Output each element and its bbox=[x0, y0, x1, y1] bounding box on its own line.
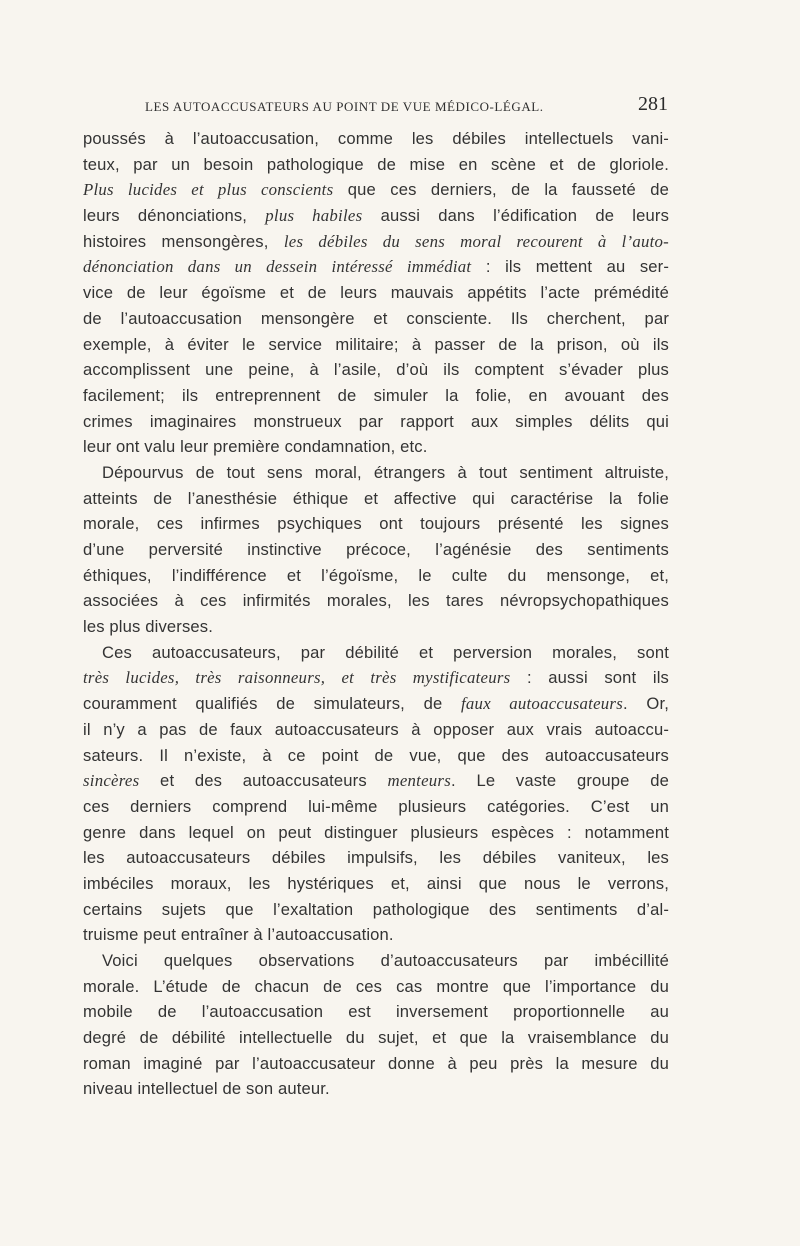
text-line bbox=[83, 537, 669, 563]
text-segment: sateurs. Il n’existe, à ce point de vue, que des autoaccusateurs bbox=[83, 745, 669, 765]
text-segment: de l’autoaccusation mensongère et consciente. Ils cherchent, par bbox=[83, 308, 669, 328]
text-segment: : aussi sont ils bbox=[510, 668, 669, 688]
text-segment: les autoaccusateurs débiles impulsifs, les débiles vaniteux, les bbox=[83, 848, 669, 868]
text-segment: il n’y a pas de faux autoaccusateurs à opposer aux vrais autoaccu- bbox=[83, 719, 669, 739]
text-segment: degré de débilité intellectuelle du sujet, et que la vraisemblance du bbox=[83, 1028, 669, 1048]
text-line bbox=[83, 409, 669, 435]
text-line bbox=[83, 511, 669, 537]
italic-text: plus habiles bbox=[265, 206, 363, 226]
text-line bbox=[83, 1025, 669, 1051]
text-line bbox=[83, 820, 669, 846]
text-line bbox=[83, 948, 669, 974]
running-title: LES AUTOACCUSATEURS AU POINT DE VUE MÉDICO-LÉGAL. bbox=[145, 99, 544, 114]
text-segment: Dépourvus de tout sens moral, étrangers à tout sentiment altruiste, bbox=[102, 462, 669, 482]
italic-text: menteurs bbox=[387, 771, 451, 791]
text-segment: les plus diverses. bbox=[83, 617, 213, 637]
text-line bbox=[83, 126, 669, 152]
text-line bbox=[83, 254, 669, 280]
text-segment: : ils mettent au ser- bbox=[471, 257, 669, 277]
text-line bbox=[83, 768, 669, 794]
text-segment: genre dans lequel on peut distinguer plusieurs espèces : notamment bbox=[83, 822, 669, 842]
text-segment: truisme peut entraîner à l’autoaccusation. bbox=[83, 925, 394, 945]
text-segment: atteints de l’anesthésie éthique et affective qui caractérise la folie bbox=[83, 488, 669, 508]
text-line bbox=[83, 999, 669, 1025]
text-segment: exemple, à éviter le service militaire; à passer de la prison, où ils bbox=[83, 334, 669, 354]
text-segment: éthiques, l’indifférence et l’égoïsme, le culte du mensonge, et, bbox=[83, 565, 669, 585]
text-segment: roman imaginé par l’autoaccusateur donne à peu près la mesure du bbox=[83, 1053, 669, 1073]
text-line bbox=[83, 229, 669, 255]
italic-text: dénonciation dans un dessein intéressé immédiat bbox=[83, 257, 472, 277]
text-segment: Ces autoaccusateurs, par débilité et perversion morales, sont bbox=[102, 642, 669, 662]
text-segment: morale. L’étude de chacun de ces cas montre que l’importance du bbox=[83, 976, 669, 996]
text-segment: facilement; ils entreprennent de simuler la folie, en avouant des bbox=[83, 385, 669, 405]
text-segment: mobile de l’autoaccusation est inversement proportionnelle au bbox=[83, 1002, 669, 1022]
text-line bbox=[83, 922, 669, 948]
text-segment: crimes imaginaires monstrueux par rapport aux simples délits qui bbox=[83, 411, 669, 431]
text-segment: morale, ces infirmes psychiques ont toujours présenté les signes bbox=[83, 514, 669, 534]
text-segment: vice de leur égoïsme et de leurs mauvais appétits l’acte prémédité bbox=[83, 283, 669, 303]
text-line bbox=[83, 871, 669, 897]
page-number: 281 bbox=[638, 93, 668, 115]
text-line bbox=[83, 203, 669, 229]
text-segment: niveau intellectuel de son auteur. bbox=[83, 1079, 330, 1099]
text-segment: teux, par un besoin pathologique de mise en scène et de gloriole. bbox=[83, 154, 669, 174]
text-segment: ces derniers comprend lui-même plusieurs catégories. C’est un bbox=[83, 796, 669, 816]
text-segment: associées à ces infirmités morales, les tares névropsychopathiques bbox=[83, 591, 669, 611]
text-line bbox=[83, 665, 669, 691]
italic-text: très lucides, très raisonneurs, et très mystificateurs bbox=[83, 668, 511, 688]
text-segment: certains sujets que l’exaltation pathologique des sentiments d’al- bbox=[83, 899, 669, 919]
italic-text: faux autoaccusateurs bbox=[461, 694, 623, 714]
text-line bbox=[83, 486, 669, 512]
text-segment: . Le vaste groupe de bbox=[451, 771, 669, 791]
text-line bbox=[83, 177, 669, 203]
text-line bbox=[83, 743, 669, 769]
text-segment: leur ont valu leur première condamnation, etc. bbox=[83, 437, 428, 457]
text-line bbox=[83, 1076, 669, 1102]
text-segment: imbéciles moraux, les hystériques et, ainsi que nous le verrons, bbox=[83, 873, 669, 893]
text-line bbox=[83, 280, 669, 306]
text-line bbox=[83, 717, 669, 743]
page-header bbox=[145, 93, 668, 119]
text-segment: aussi dans l’édification de leurs bbox=[362, 206, 669, 226]
text-segment: leurs dénonciations, bbox=[83, 206, 266, 226]
text-line bbox=[83, 1051, 669, 1077]
text-segment: accomplissent une peine, à l’asile, d’où ils comptent s’évader plus bbox=[83, 360, 669, 380]
italic-text: sincères bbox=[83, 771, 140, 791]
text-segment: poussés à l’autoaccusation, comme les débiles intellectuels vani- bbox=[83, 129, 669, 148]
body-text bbox=[83, 126, 669, 1102]
text-line bbox=[83, 152, 669, 178]
text-line bbox=[83, 588, 669, 614]
text-line bbox=[83, 974, 669, 1000]
text-segment: couramment qualifiés de simulateurs, de bbox=[83, 694, 461, 714]
text-segment: d’une perversité instinctive précoce, l’agénésie des sentiments bbox=[83, 540, 669, 559]
text-line bbox=[83, 897, 669, 923]
text-line bbox=[83, 306, 669, 332]
text-line bbox=[83, 691, 669, 717]
text-line bbox=[83, 845, 669, 871]
text-line bbox=[83, 563, 669, 589]
italic-text: Plus lucides et plus conscients bbox=[83, 180, 334, 200]
text-segment: . Or, bbox=[622, 694, 669, 714]
text-segment: Voici quelques observations d’autoaccusateurs par imbécillité bbox=[102, 951, 669, 970]
text-line bbox=[83, 460, 669, 486]
text-segment: et des autoaccusateurs bbox=[139, 771, 388, 791]
text-segment: histoires mensongères, bbox=[83, 231, 284, 251]
text-line bbox=[83, 332, 669, 358]
text-line bbox=[83, 640, 669, 666]
text-segment: que ces derniers, de la fausseté de bbox=[333, 180, 669, 200]
italic-text: les débiles du sens moral recourent à l’auto- bbox=[283, 231, 669, 251]
text-line bbox=[83, 434, 669, 460]
text-line bbox=[83, 614, 669, 640]
text-line bbox=[83, 357, 669, 383]
text-line bbox=[83, 794, 669, 820]
text-line bbox=[83, 383, 669, 409]
